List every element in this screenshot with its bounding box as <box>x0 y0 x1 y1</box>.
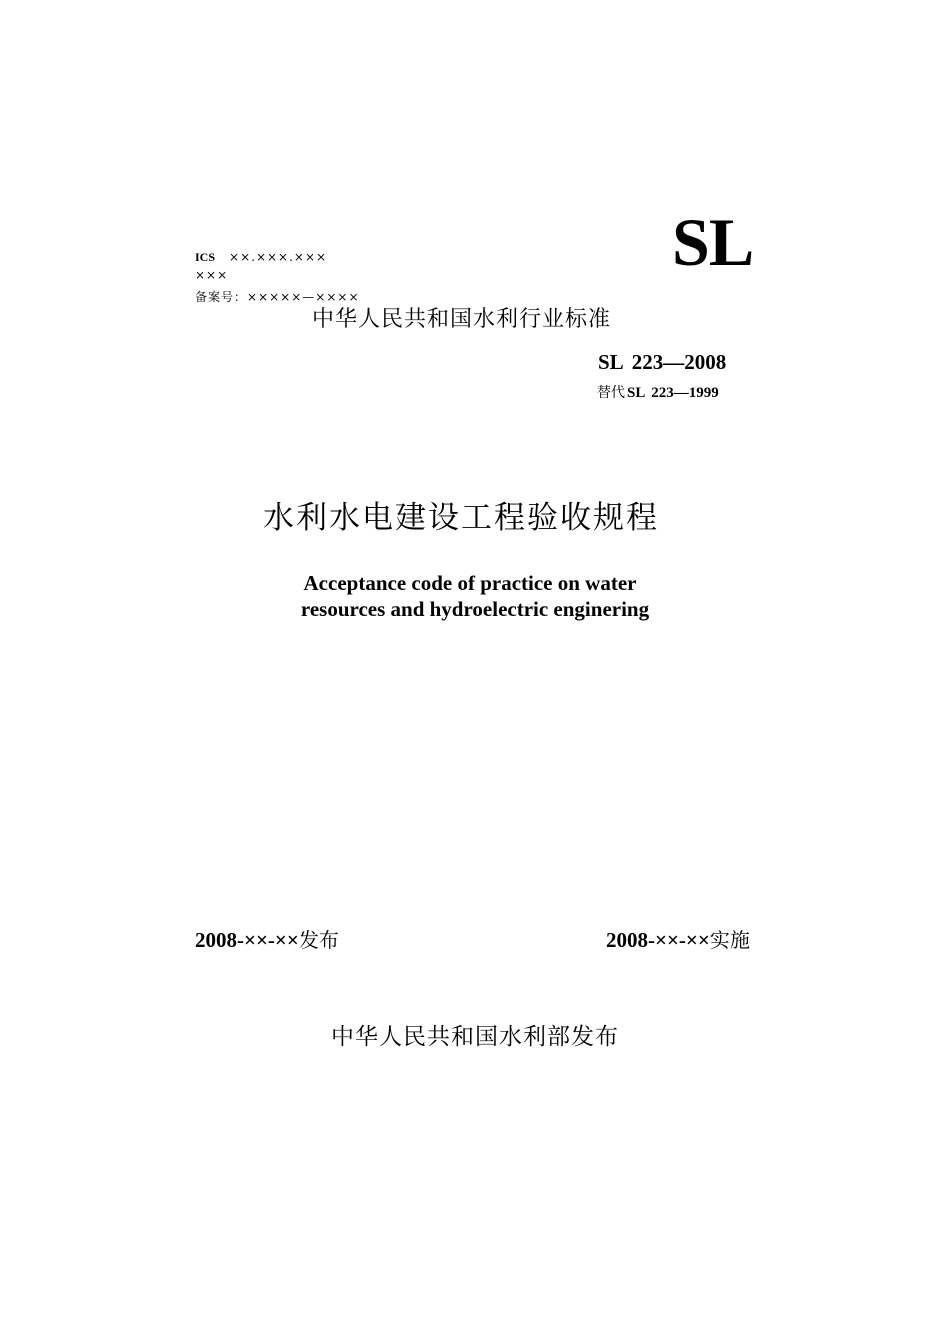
english-title-line-2: resources and hydroelectric enginering <box>300 597 650 621</box>
standard-number: SL 223—2008 <box>598 350 727 374</box>
replace-label: 替代 <box>597 385 625 401</box>
implement-date-line <box>606 924 750 953</box>
english-title-line-1: Acceptance code of practice on water <box>303 571 637 595</box>
replace-line <box>597 382 719 402</box>
publish-date: 2008-××-×× <box>195 928 299 952</box>
sl-logo: SL <box>672 204 754 280</box>
standard-category: 中华人民共和国水利行业标准 <box>312 307 612 332</box>
publisher: 中华人民共和国水利部发布 <box>331 1024 619 1050</box>
implement-label: 实施 <box>709 928 750 952</box>
implement-date: 2008-××-×× <box>606 928 710 952</box>
english-title <box>0 570 950 622</box>
record-number: 备案号：×××××—×××× <box>195 290 360 304</box>
main-title: 水利水电建设工程验收规程 <box>263 500 659 536</box>
ics-code: ××.×××.××× <box>229 250 328 264</box>
ics-line <box>195 250 327 265</box>
ics-label: ICS <box>195 250 216 264</box>
replace-number: SL 223—1999 <box>627 385 719 401</box>
publish-date-line <box>195 924 339 953</box>
publish-label: 发布 <box>298 928 339 952</box>
ics-sub-code: ××× <box>195 268 229 282</box>
